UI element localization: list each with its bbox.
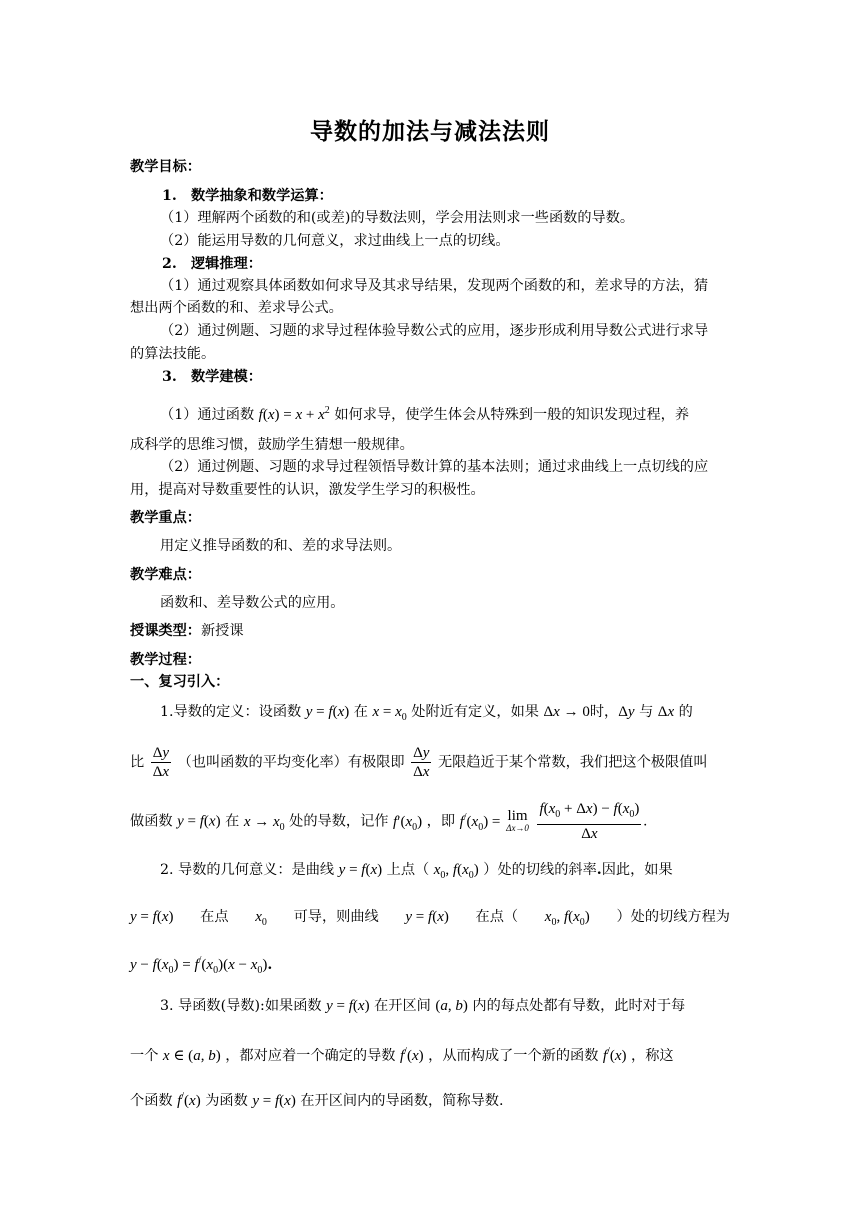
review-3-line-3 <box>130 1087 730 1111</box>
difficulty-text: 函数和、差导数公式的应用。 <box>160 595 345 611</box>
review-3-text-j: 在开区间内的导函数，简称导数. <box>300 1093 504 1109</box>
review-2-text-g: 在点（ <box>475 909 519 925</box>
period: . <box>643 813 648 830</box>
goal-2-paragraph-2-line-2: 的算法技能。 <box>130 346 216 362</box>
goal-3-p1-post: 如何求导，使学生体会从特殊到一般的知识发现过程，养 <box>334 407 690 423</box>
review-1-text-i: 无限趋近于某个常数，我们把这个极限值叫 <box>437 754 708 771</box>
fraction-dy-dx: $\frac{\Delta y}{\Delta x}$ <box>152 745 170 780</box>
review-1-text-g: 比 <box>130 754 145 771</box>
review-2-text-e: 在点 <box>200 909 229 925</box>
review-3-text-h: 个函数 <box>130 1093 173 1109</box>
review-1-line-1 <box>160 702 730 728</box>
formula-y-fx-3: y = f(x) <box>338 862 383 878</box>
section-review-heading: 一、复习引入： <box>130 674 230 690</box>
review-2-line-3 <box>130 951 730 981</box>
formula-f-prime-x-2: f/(x) <box>602 1046 627 1064</box>
review-2-text-c: ）处的切线的斜率 <box>483 862 597 878</box>
review-1-text-f: 的 <box>678 704 693 720</box>
formula-tangent-line: $y - f(x_0) = f^/(x_0)(x - x_0)$ <box>130 955 268 976</box>
key-point-text: 用定义推导函数的和、差的求导法则。 <box>160 538 402 554</box>
goal-section-3-heading: 3. 数学建模： <box>162 369 262 385</box>
review-2-text-h: ）处的切线方程为 <box>616 909 730 925</box>
goal-1-paragraph-2: （2）能运用导数的几何意义，求过曲线上一点的切线。 <box>160 233 510 249</box>
review-3-text-c: 内的每点处都有导数，此时对于每 <box>472 998 686 1014</box>
review-2-end-dot: . <box>267 957 273 973</box>
formula-dy: Δy <box>618 704 635 720</box>
formula-y-fx-2: y = f(x) <box>177 813 221 830</box>
review-3-text-d: 一个 <box>130 1048 159 1064</box>
review-2-text-f: 可导，则曲线 <box>293 909 379 925</box>
review-2-line-2 <box>130 907 730 933</box>
review-1-text-k: 在 <box>225 813 240 830</box>
fraction-difference-quotient: $\frac{f(x_0 + \Delta x) - f(x_0)}{\Delta x}$ <box>539 801 640 842</box>
formula-y-fx-4: y = f(x) <box>130 909 174 925</box>
review-1-text-h: （也叫函数的平均变化率）有极限即 <box>177 754 405 771</box>
goal-section-1-heading: 1. 数学抽象和数学运算： <box>162 188 333 204</box>
review-3-text-f: ，从而构成了一个新的函数 <box>428 1048 599 1064</box>
formula-f-x: $f(x) = x + x^2$ <box>258 405 330 423</box>
formula-y-fx-6: y = f(x) <box>326 998 370 1014</box>
formula-f-prime-x-3: f/(x) <box>177 1091 201 1109</box>
goal-2-paragraph-2-line-1: （2）通过例题、习题的求导过程体验导数公式的应用，逐步形成利用导数公式进行求导 <box>160 323 709 339</box>
formula-y-fx-7: y = f(x) <box>252 1093 296 1109</box>
review-1-text-m: ，即 <box>426 813 456 830</box>
formula-f-prime-x0: $f'(x_0)$ <box>393 813 423 833</box>
formula-f-prime-x: f/(x) <box>399 1046 424 1064</box>
review-2-text-a: 2. 导数的几何意义：是曲线 <box>160 862 335 878</box>
review-1-text-a: 1.导数的定义：设函数 <box>160 704 302 720</box>
goal-2-paragraph-1-line-1: （1）通过观察具体函数如何求导及其求导结果，发现两个函数的和，差求导的方法，猜 <box>160 278 709 294</box>
formula-derivative-def: $f^/(x_0)$ = <box>459 811 505 833</box>
goal-3-paragraph-1-line-1 <box>160 401 730 425</box>
goal-3-paragraph-2-line-2: 用，提高对导数重要性的认识，激发学生学习的积极性。 <box>130 482 485 498</box>
goal-3-paragraph-2-line-1: （2）通过例题、习题的求导过程领悟导数计算的基本法则；通过求曲线上一点切线的应 <box>160 459 709 475</box>
formula-y-fx-5: y = f(x) <box>405 909 449 925</box>
formula-x-to-x0: $x \to x_0$ <box>243 813 285 833</box>
review-1-text-j: 做函数 <box>130 813 173 830</box>
review-2-line-1 <box>160 860 730 886</box>
difficulty-heading: 教学难点： <box>130 567 201 583</box>
review-3-text-i: 为函数 <box>205 1093 248 1109</box>
lesson-type-label: 授课类型： <box>130 623 201 639</box>
process-heading: 教学过程： <box>130 652 201 668</box>
review-3-text-a: 3. 导函数(导数):如果函数 <box>160 998 322 1014</box>
fraction-dy-dx-2: $\frac{\Delta y}{\Delta x}$ <box>413 745 430 780</box>
formula-point-x0: $x_0$, $f(x_0)$ <box>433 862 479 881</box>
formula-x-x0: $x = x_0$ <box>372 704 407 723</box>
review-1-text-b: 在 <box>353 704 368 720</box>
review-2-text-b: 上点（ <box>386 862 430 878</box>
goal-3-p1-pre: （1）通过函数 <box>160 407 255 423</box>
page-title: 导数的加法与减法法则 <box>310 118 550 145</box>
review-1-text-d: 时， <box>589 704 619 720</box>
review-3-text-e: ，都对应着一个确定的导数 <box>225 1048 396 1064</box>
formula-dx: Δx <box>657 704 675 720</box>
goal-2-paragraph-1-line-2: 想出两个函数的和、差求导公式。 <box>130 300 343 316</box>
formula-x0: $x_0$ <box>255 909 267 928</box>
review-3-text-g: ，称这 <box>631 1048 674 1064</box>
review-3-line-2 <box>130 1042 730 1066</box>
review-2-dot: . <box>596 862 602 878</box>
goal-3-paragraph-1-line-2: 成科学的思维习惯，鼓励学生猜想一般规律。 <box>130 437 414 453</box>
review-1-text-e: 与 <box>639 704 654 720</box>
review-1-text-c: 处附近有定义，如果 <box>411 704 539 720</box>
review-1-text-l: 处的导数，记作 <box>289 813 389 830</box>
goals-heading: 教学目标： <box>130 159 201 175</box>
formula-interval-ab: (a, b) <box>435 998 468 1014</box>
limit-symbol: lim Δx→0 <box>506 807 529 833</box>
goal-section-2-heading: 2. 逻辑推理： <box>162 256 262 272</box>
formula-y-fx: y = f(x) <box>305 704 350 720</box>
review-3-line-1 <box>160 996 730 1016</box>
review-1-line-3 <box>130 800 730 843</box>
formula-point-x0-2: $x_0$, $f(x_0)$ <box>544 909 590 928</box>
goal-1-paragraph-1: （1）理解两个函数的和(或差)的导数法则，学会用法则求一些函数的导数。 <box>160 210 635 226</box>
formula-dx-to-0: Δx → 0 <box>543 704 590 720</box>
lesson-type <box>130 621 730 641</box>
lesson-type-value: 新授课 <box>200 623 244 639</box>
review-1-line-2 <box>130 744 730 781</box>
key-point-heading: 教学重点： <box>130 510 201 526</box>
formula-x-in-ab: x ∈ (a, b) <box>162 1048 221 1064</box>
review-2-text-d: 因此，如果 <box>601 862 673 878</box>
review-3-text-b: 在开区间 <box>374 998 431 1014</box>
